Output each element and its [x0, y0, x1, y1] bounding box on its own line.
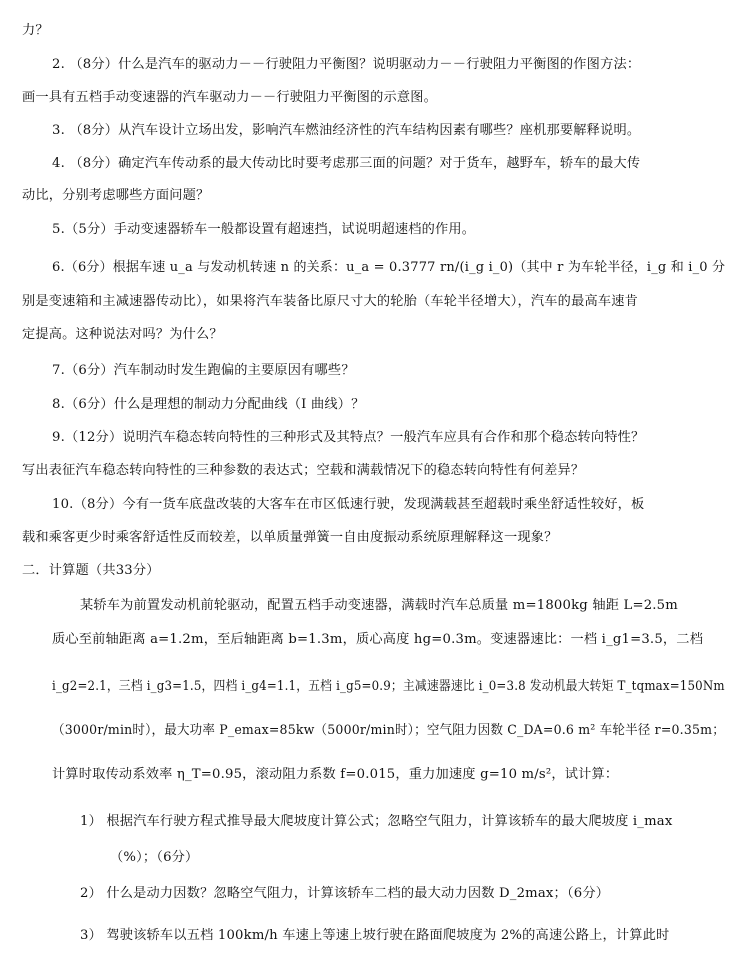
question-6-line-1: 6.（6分）根据车速 u_a 与发动机转速 n 的关系：u_a = 0.3777 rn/(i_g i_0)（其中 r 为车轮半径，i_g 和 i_0 分 [52, 260, 726, 275]
question-6-line-2: 别是变速箱和主减速器传动比），如果将汽车装备比原尺寸大的轮胎（车轮半径增大），汽车的最高车速肯 [22, 294, 639, 309]
question-3: 3. （8分）从汽车设计立场出发，影响汽车燃油经济性的汽车结构因素有哪些？座机那要解释说明。 [52, 123, 641, 138]
question-10-line-1: 10.（8分）今有一货车底盘改装的大客车在市区低速行驶，发现满载甚至超载时乘坐舒适性较好，板 [52, 497, 645, 512]
line-frag: 力？ [22, 23, 49, 38]
problem-statement-line-1: 某轿车为前置发动机前轮驱动，配置五档手动变速器，满载时汽车总质量 m=1800kg 轴距 L=2.5m [80, 598, 678, 613]
sub-question-1-line-1: 1） 根据汽车行驶方程式推导最大爬坡度计算公式；忽略空气阻力，计算该轿车的最大爬坡度 i_max [80, 814, 673, 829]
problem-statement-line-2: 质心至前轴距离 a=1.2m，至后轴距离 b=1.3m，质心高度 hg=0.3m。变速器速比：一档 i_g1=3.5，二档 [52, 632, 704, 647]
question-6-line-3: 定提高。这种说法对吗？为什么？ [22, 327, 223, 342]
question-8: 8.（6分）什么是理想的制动力分配曲线（I 曲线）？ [52, 397, 365, 412]
problem-statement-line-3: i_g2=2.1，三档 i_g3=1.5，四档 i_g4=1.1，五档 i_g5=0.9；主减速器速比 i_0=3.8 发动机最大转矩 T_tqmax=150Nm [52, 679, 725, 694]
question-2-line-1: 2. （8分）什么是汽车的驱动力－－行驶阻力平衡图？说明驱动力－－行驶阻力平衡图的作图方法： [52, 57, 641, 72]
question-9-line-2: 写出表征汽车稳态转向特性的三种参数的表达式；空载和满载情况下的稳态转向特性有何差异？ [22, 463, 585, 478]
problem-statement-line-5: 计算时取传动系效率 η_T=0.95，滚动阻力系数 f=0.015，重力加速度 g=10 m/s²，试计算： [52, 767, 619, 782]
sub-question-3: 3） 驾驶该轿车以五档 100km/h 车速上等速上坡行驶在路面爬坡度为 2%的高速公路上，计算此时 [80, 928, 670, 943]
question-5: 5.（5分）手动变速器轿车一般都设置有超速挡，试说明超速档的作用。 [52, 222, 476, 237]
question-4-line-2: 动比，分别考虑哪些方面问题？ [22, 188, 210, 203]
question-2-line-2: 画一具有五档手动变速器的汽车驱动力－－行驶阻力平衡图的示意图。 [22, 90, 438, 105]
sub-question-1-line-2: （%）；（6分） [110, 850, 199, 865]
section-heading-calculation: 二．计算题（共33分） [22, 563, 160, 578]
question-7: 7.（6分）汽车制动时发生跑偏的主要原因有哪些？ [52, 363, 355, 378]
question-9-line-1: 9.（12分）说明汽车稳态转向特性的三种形式及其特点？一般汽车应具有合作和那个稳态转向特性？ [52, 430, 645, 445]
sub-question-2: 2） 什么是动力因数？忽略空气阻力，计算该轿车二档的最大动力因数 D_2max；（6分） [80, 886, 610, 901]
question-10-line-2: 载和乘客更少时乘客舒适性反而较差，以单质量弹簧一自由度振动系统原理解释这一现象？ [22, 530, 558, 545]
question-4-line-1: 4. （8分）确定汽车传动系的最大传动比时要考虑那三面的问题？对于货车，越野车，轿车的最大传 [52, 156, 641, 171]
text-line [22, 21, 49, 41]
problem-statement-line-4: （3000r/min时），最大功率 P_emax=85kw（5000r/min时）；空气阻力因数 C_DA=0.6 m² 车轮半径 r=0.35m； [52, 723, 725, 738]
